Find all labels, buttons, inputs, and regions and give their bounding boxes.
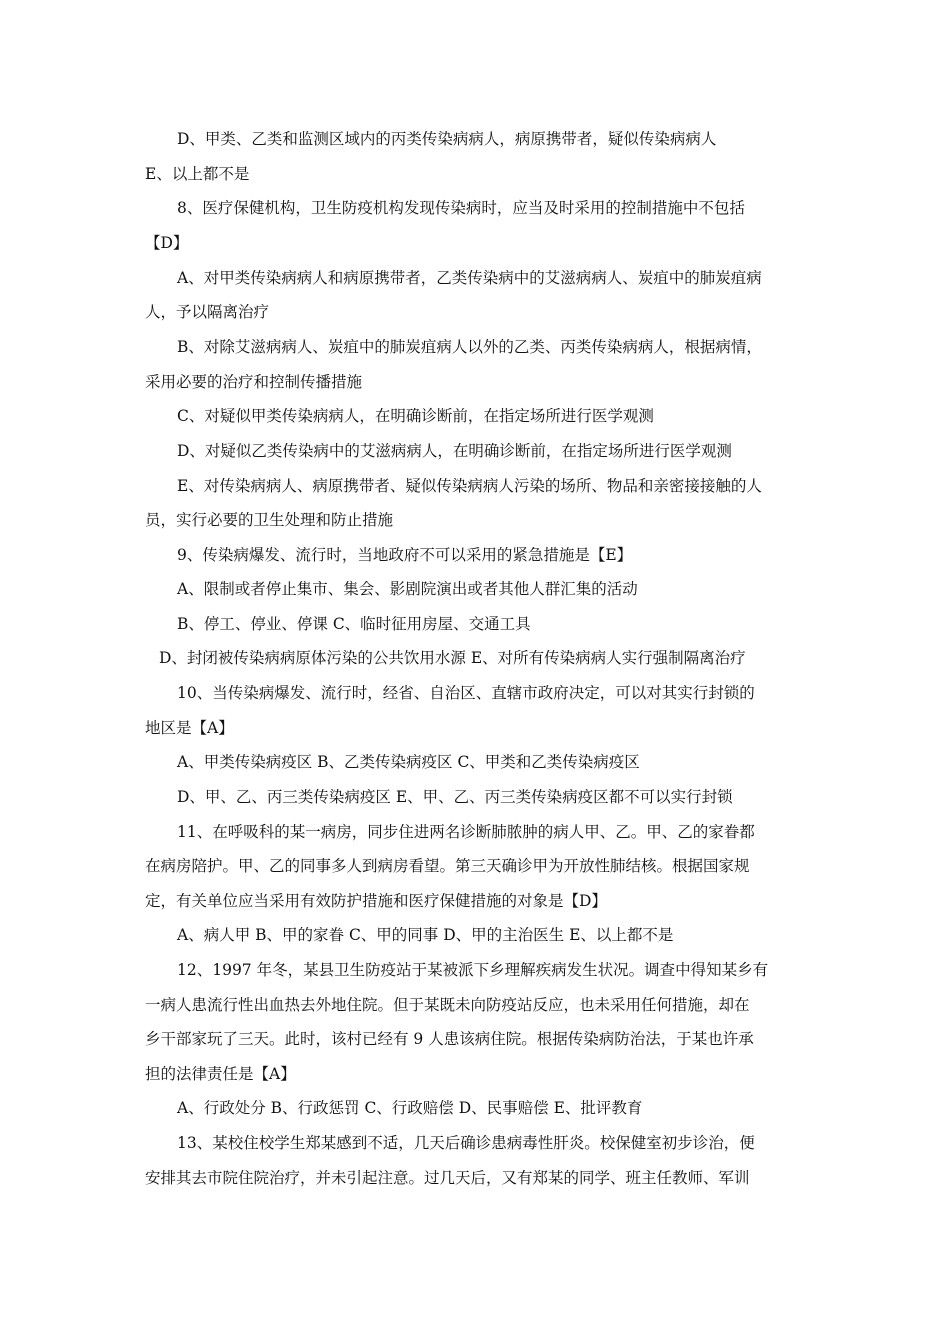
text-line: D、甲、乙、丙三类传染病疫区 E、甲、乙、丙三类传染病疫区都不可以实行封锁 — [177, 788, 733, 806]
text-line: 12、1997 年冬，某县卫生防疫站于某被派下乡理解疾病发生状况。调查中得知某乡有 — [177, 961, 769, 979]
text-line: A、对甲类传染病病人和病原携带者，乙类传染病中的艾滋病病人、炭疽中的肺炭疽病 — [177, 269, 762, 287]
text-line: 地区是【A】 — [145, 719, 234, 737]
text-line: 8、医疗保健机构，卫生防疫机构发现传染病时，应当及时采用的控制措施中不包括 — [177, 199, 745, 217]
text-line: A、甲类传染病疫区 B、乙类传染病疫区 C、甲类和乙类传染病疫区 — [177, 753, 640, 771]
text-line: B、对除艾滋病病人、炭疽中的肺炭疽病人以外的乙类、丙类传染病病人，根据病情， — [177, 338, 762, 356]
text-line: B、停工、停业、停课 C、临时征用房屋、交通工具 — [177, 615, 531, 633]
text-line: A、病人甲 B、甲的家眷 C、甲的同事 D、甲的主治医生 E、以上都不是 — [177, 926, 674, 944]
text-line: D、对疑似乙类传染病中的艾滋病病人，在明确诊断前，在指定场所进行医学观测 — [177, 442, 732, 460]
text-line: 担的法律责任是【A】 — [145, 1065, 296, 1083]
text-line: D、甲类、乙类和监测区域内的丙类传染病病人，病原携带者，疑似传染病病人 — [177, 130, 717, 148]
text-line: 【D】 — [145, 234, 189, 252]
text-line: 在病房陪护。甲、乙的同事多人到病房看望。第三天确诊甲为开放性肺结核。根据国家规 — [145, 857, 750, 875]
text-line: D、封闭被传染病病原体污染的公共饮用水源 E、对所有传染病病人实行强制隔离治疗 — [159, 649, 746, 667]
text-line: C、对疑似甲类传染病病人，在明确诊断前，在指定场所进行医学观测 — [177, 407, 654, 425]
text-line: A、行政处分 B、行政惩罚 C、行政赔偿 D、民事赔偿 E、批评教育 — [177, 1099, 643, 1117]
text-line: 安排其去市院住院治疗，并未引起注意。过几天后，又有郑某的同学、班主任教师、军训 — [145, 1169, 750, 1187]
text-line: 采用必要的治疗和控制传播措施 — [145, 373, 363, 391]
text-line: 10、当传染病爆发、流行时，经省、自治区、直辖市政府决定，可以对其实行封锁的 — [177, 684, 755, 702]
text-line: 定，有关单位应当采用有效防护措施和医疗保健措施的对象是【D】 — [145, 892, 607, 910]
text-line: 乡干部家玩了三天。此时，该村已经有 9 人患该病住院。根据传染病防治法，于某也许承 — [145, 1030, 754, 1048]
text-line: 员，实行必要的卫生处理和防止措施 — [145, 511, 394, 529]
text-line: 人，予以隔离治疗 — [145, 303, 270, 321]
text-line: 一病人患流行性出血热去外地住院。但于某既未向防疫站反应，也未采用任何措施，却在 — [145, 996, 750, 1014]
text-line: 9、传染病爆发、流行时，当地政府不可以采用的紧急措施是【E】 — [177, 546, 633, 564]
text-line: 13、某校住校学生郑某感到不适，几天后确诊患病毒性肝炎。校保健室初步诊治，便 — [177, 1134, 755, 1152]
text-line: A、限制或者停止集市、集会、影剧院演出或者其他人群汇集的活动 — [177, 580, 638, 598]
text-line: E、对传染病病人、病原携带者、疑似传染病病人污染的场所、物品和亲密接接触的人 — [177, 477, 762, 495]
text-line: E、以上都不是 — [145, 165, 250, 183]
text-line: 11、在呼吸科的某一病房，同步住进两名诊断肺脓肿的病人甲、乙。甲、乙的家眷都 — [177, 823, 755, 841]
